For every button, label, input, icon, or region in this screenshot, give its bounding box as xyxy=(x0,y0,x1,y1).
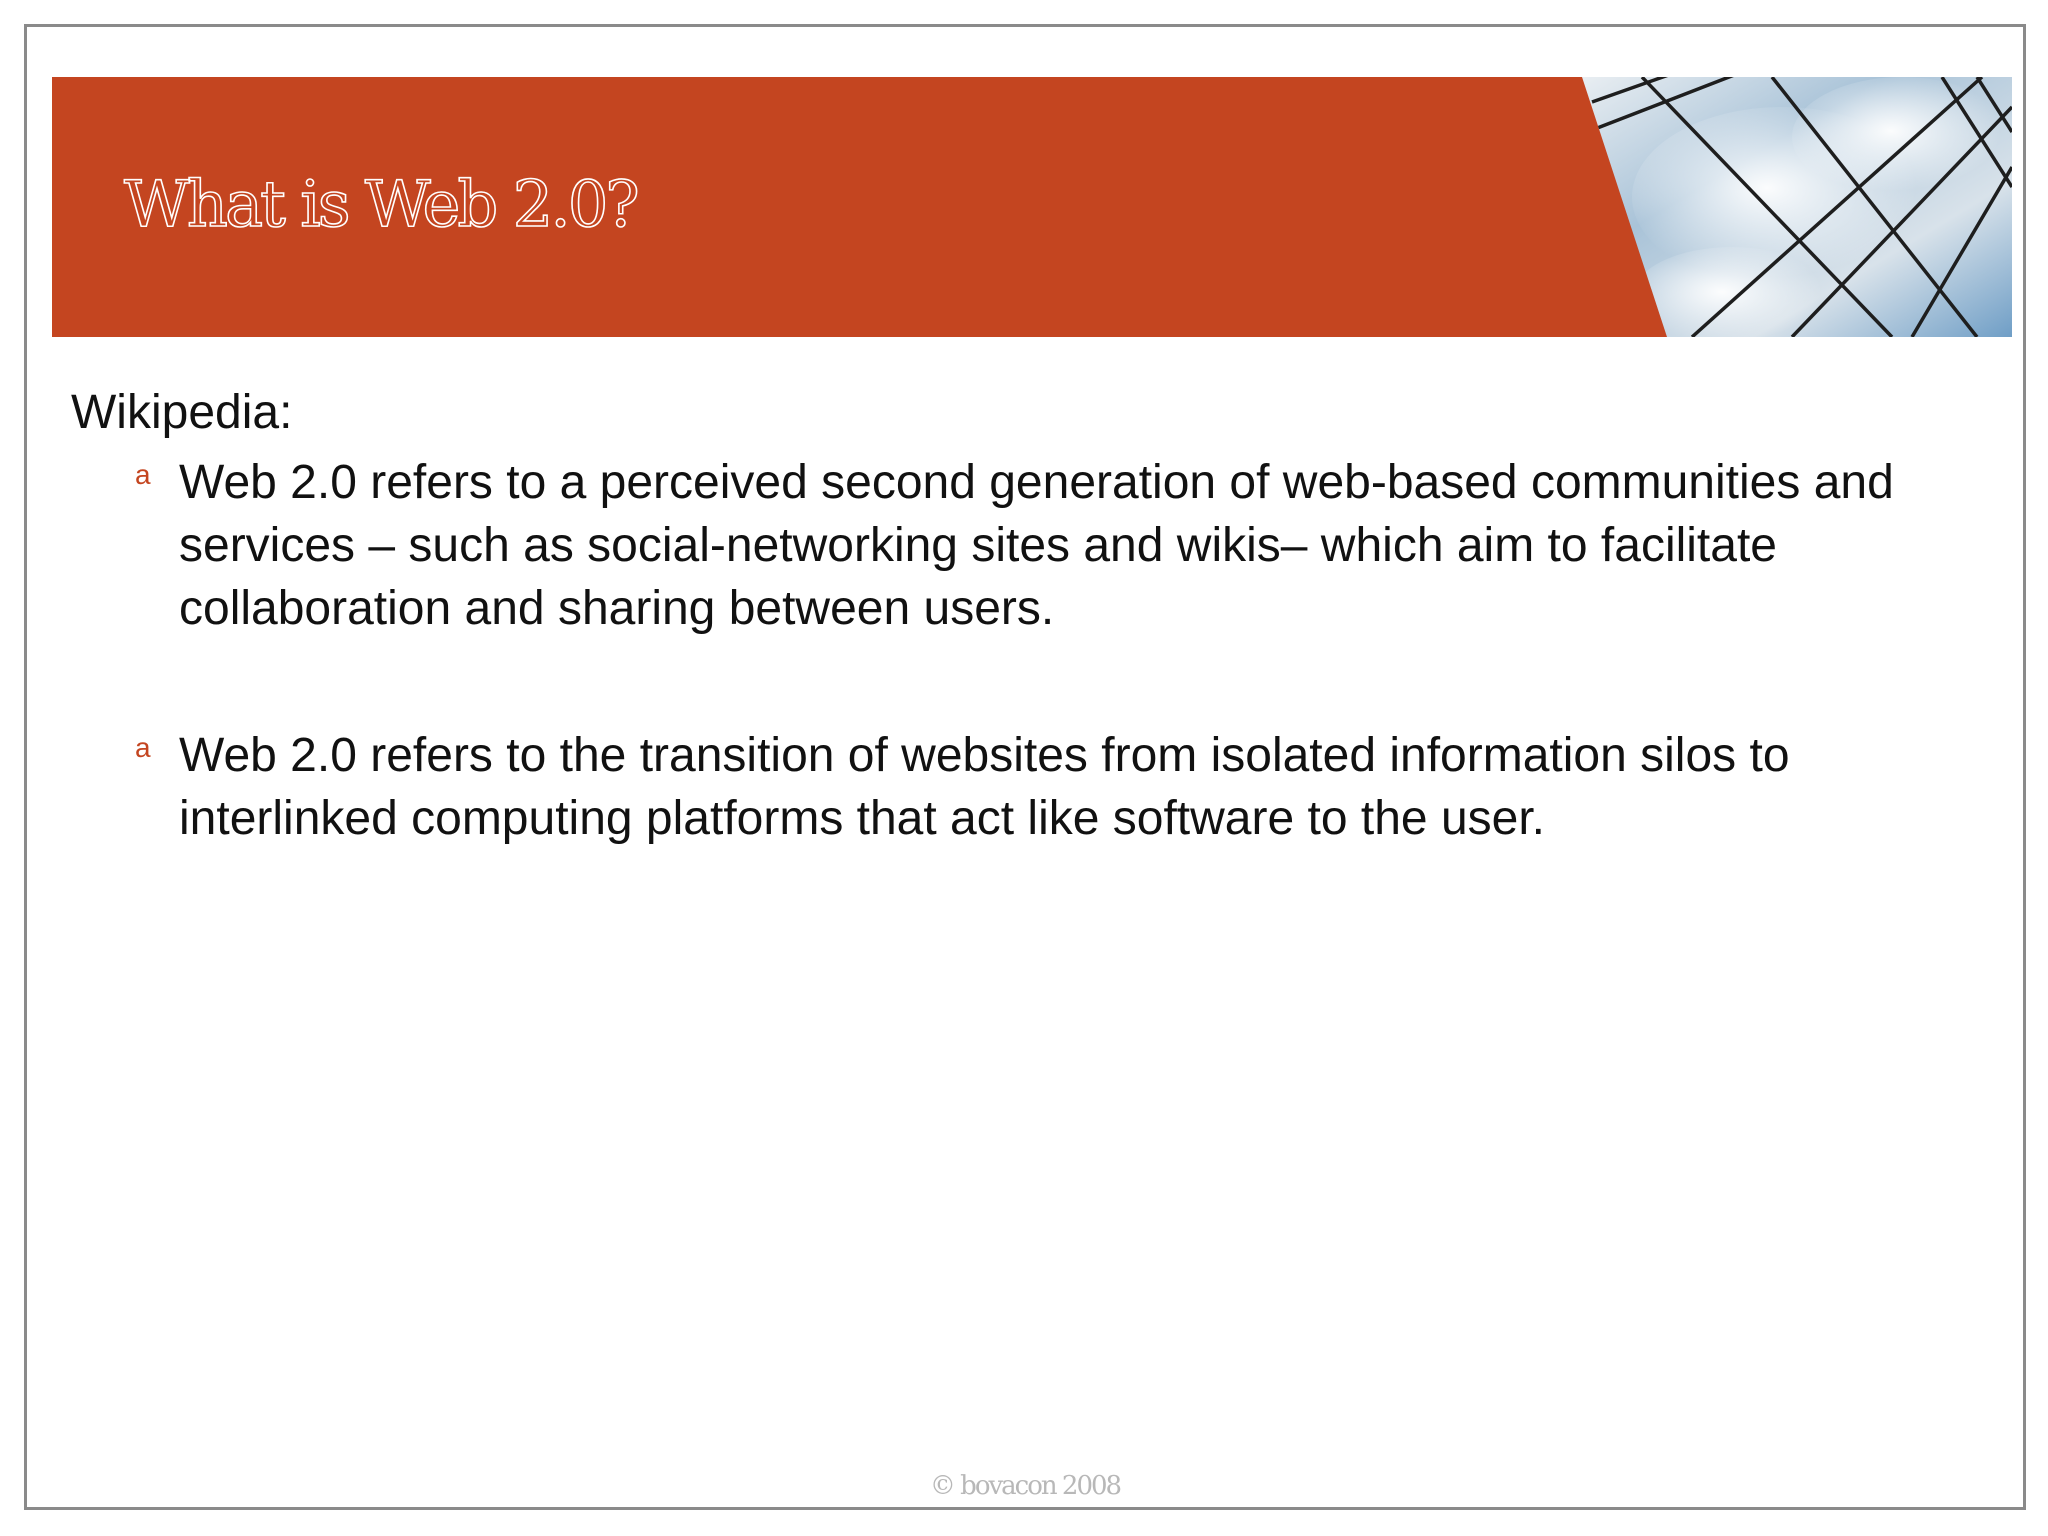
slide xyxy=(24,24,2026,1510)
bullet-marker-icon: a xyxy=(135,732,151,763)
bullet-text: Web 2.0 refers to the transition of websites from isolated information silos to interlinked computing platforms that act like software to the user. xyxy=(179,729,1790,845)
lead-text: Wikipedia: xyxy=(71,386,293,439)
glass-building-sky-image xyxy=(1582,77,2012,337)
bullet-list xyxy=(71,451,1991,850)
copyright-footer: © bovacon 2008 xyxy=(929,1471,1121,1501)
slide-body xyxy=(71,383,1991,934)
list-item xyxy=(71,451,1991,640)
bullet-text: Web 2.0 refers to a perceived second generation of web-based communities and services – such as social-networking sites and wikis– which aim to facilitate collaboration and sharing between users. xyxy=(179,456,1894,635)
slide-title: What is Web 2.0? xyxy=(124,168,637,242)
title-banner xyxy=(52,77,2012,337)
list-item xyxy=(71,724,1991,850)
bullet-marker-icon: a xyxy=(135,459,151,490)
